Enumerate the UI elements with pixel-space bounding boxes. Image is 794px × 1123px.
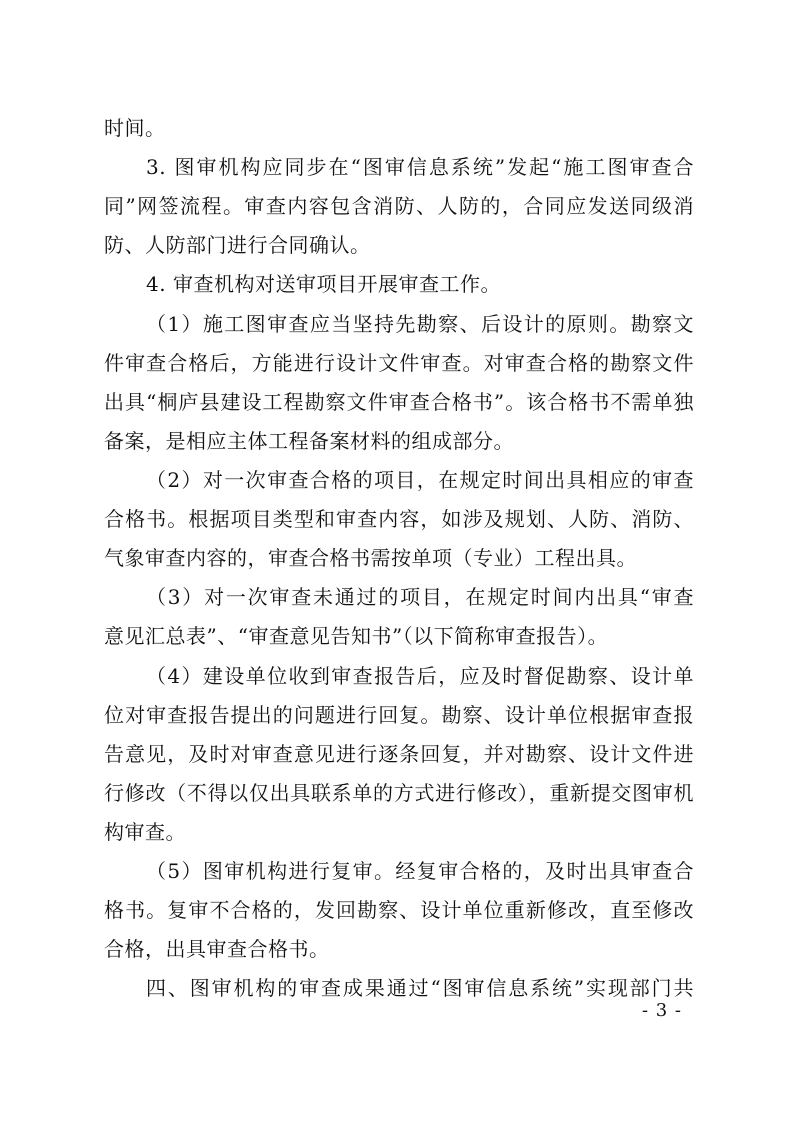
text-line: 四、图审机构的审查成果通过“图审信息系统”实现部门共 bbox=[146, 976, 694, 1000]
text-line: 行修改（不得以仅出具联系单的方式进行修改），重新提交图审机 bbox=[104, 781, 694, 805]
text-line: 合格，出具审查合格书。 bbox=[104, 937, 330, 961]
text-line: 4. 审查机构对送审项目开展审查工作。 bbox=[146, 272, 501, 296]
text-line: 3. 图审机构应同步在“图审信息系统”发起“施工图审查合 bbox=[146, 155, 694, 179]
text-line: 告意见，及时对审查意见进行逐条回复，并对勘察、设计文件进 bbox=[104, 742, 694, 766]
text-line: 件审查合格后，方能进行设计文件审查。对审查合格的勘察文件 bbox=[104, 351, 694, 375]
text-line: （2）对一次审查合格的项目，在规定时间出具相应的审查 bbox=[146, 468, 694, 492]
text-line: 位对审查报告提出的问题进行回复。勘察、设计单位根据审查报 bbox=[104, 703, 694, 727]
text-line: （5）图审机构进行复审。经复审合格的，及时出具审查合 bbox=[146, 859, 694, 883]
text-line: 防、人防部门进行合同确认。 bbox=[104, 233, 371, 257]
text-line: 构审查。 bbox=[104, 820, 186, 844]
text-line: 同”网签流程。审查内容包含消防、人防的，合同应发送同级消 bbox=[104, 194, 694, 218]
text-line: 合格书。根据项目类型和审查内容，如涉及规划、人防、消防、 bbox=[104, 507, 694, 531]
text-line: 意见汇总表”、“审查意见告知书”（以下简称审查报告）。 bbox=[104, 624, 609, 648]
page-number: - 3 - bbox=[641, 1000, 682, 1021]
text-line: （1）施工图审查应当坚持先勘察、后设计的原则。勘察文 bbox=[146, 312, 694, 336]
text-line: 出具“桐庐县建设工程勘察文件审查合格书”。该合格书不需单独 bbox=[104, 390, 694, 414]
text-line: （4）建设单位收到审查报告后，应及时督促勘察、设计单 bbox=[146, 664, 694, 688]
text-line: 时间。 bbox=[104, 116, 166, 140]
text-line: 格书。复审不合格的，发回勘察、设计单位重新修改，直至修改 bbox=[104, 898, 694, 922]
text-line: 备案，是相应主体工程备案材料的组成部分。 bbox=[104, 429, 514, 453]
text-line: （3）对一次审查未通过的项目，在规定时间内出具“审查 bbox=[146, 585, 694, 609]
text-line: 气象审查内容的，审查合格书需按单项（专业）工程出具。 bbox=[104, 546, 637, 570]
